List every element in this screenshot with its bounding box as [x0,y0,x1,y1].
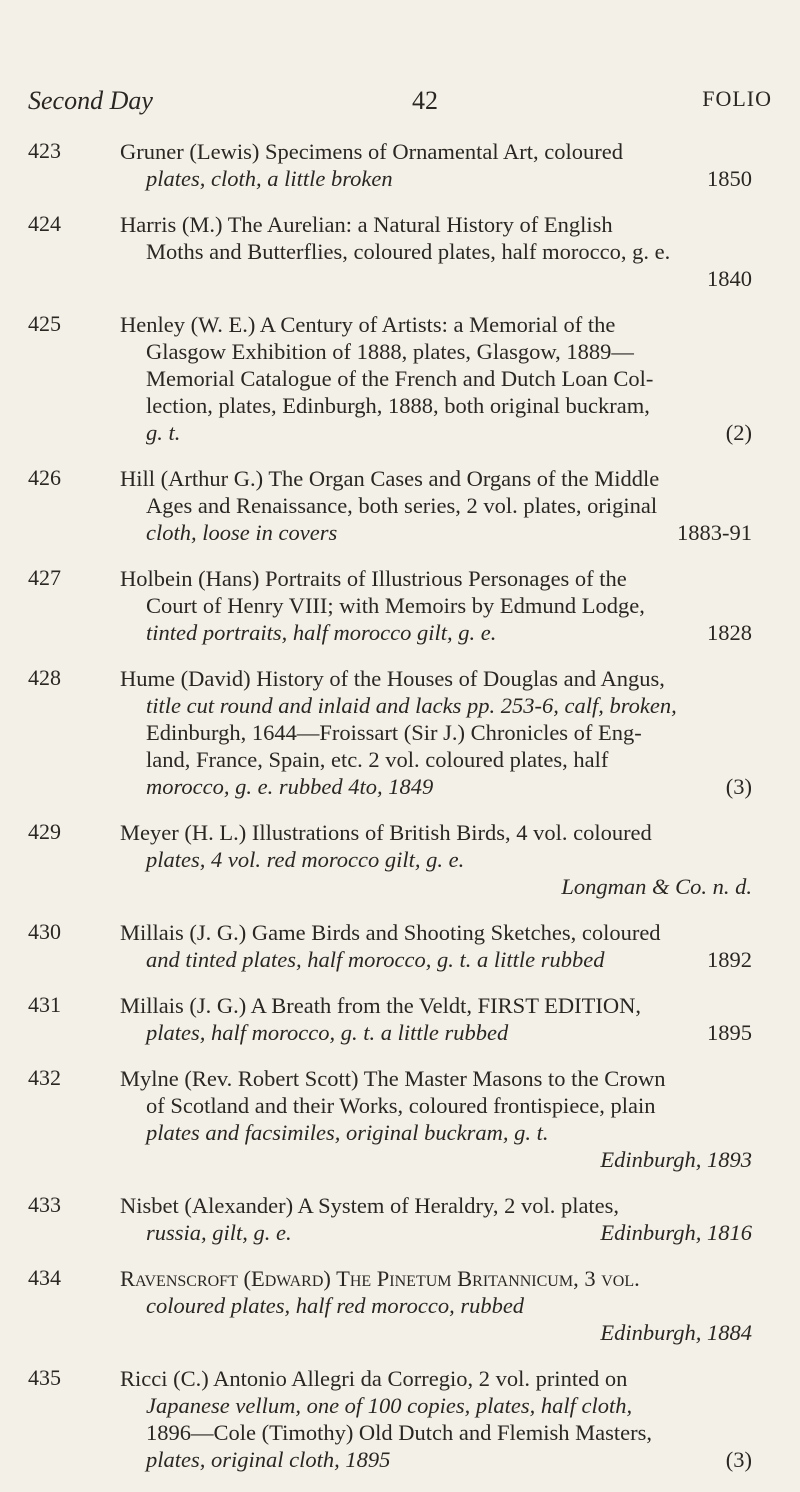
lot-entry [28,311,752,446]
entry-line: of Scotland and their Works, coloured frontispiece, plain [146,1093,656,1118]
entry-line: Holbein (Hans) Portraits of Illustrious Personages of the [120,566,627,591]
lot-list [28,138,752,1492]
lot-number: 430 [28,919,61,944]
entry-line: Court of Henry VIII; with Memoirs by Edmund Lodge, [146,593,645,618]
lot-number: 429 [28,819,61,844]
entry-count: (3) [725,1447,752,1472]
page-number: 42 [412,86,438,115]
entry-line: plates and facsimiles, original buckram, g. t. [146,1120,549,1145]
entry-count: (3) [725,774,752,799]
entry-count: (2) [725,420,752,445]
entry-line: plates, half morocco, g. t. a little rubbed 1895 [146,1020,752,1045]
entry-line: coloured plates, half red morocco, rubbed [146,1293,525,1318]
entry-line: Millais (J. G.) Game Birds and Shooting Sketches, coloured [120,920,661,945]
lot-entry [28,1265,752,1346]
entry-line: cloth, loose in covers 1883-91 [146,520,752,545]
lot-entry [28,565,752,646]
entry-line: Hume (David) History of the Houses of Douglas and Angus, [120,666,665,691]
lot-entry [28,1365,752,1473]
entry-date: 1828 [707,620,752,645]
lot-entry [28,211,752,292]
entry-line: 1840 [707,266,752,291]
lot-number: 431 [28,992,61,1017]
entry-line: and tinted plates, half morocco, g. t. a little rubbed 1892 [146,947,752,972]
entry-line: Ricci (C.) Antonio Allegri da Corregio, 2 vol. printed on [120,1366,628,1391]
lot-entry [28,465,752,546]
lot-number: 435 [28,1365,61,1390]
entry-line: russia, gilt, g. e. Edinburgh, 1816 [146,1220,752,1245]
lot-entry [28,1065,752,1173]
entry-line: Harris (M.) The Aurelian: a Natural History of English [120,212,613,237]
entry-date: 1895 [707,1020,752,1045]
entry-line: Millais (J. G.) A Breath from the Veldt, FIRST EDITION, [120,993,642,1018]
lot-number: 432 [28,1065,61,1090]
entry-line: Longman & Co. n. d. [561,874,752,899]
entry-date: 1883-91 [677,520,752,545]
lot-entry [28,1192,752,1246]
entry-line: Nisbet (Alexander) A System of Heraldry, 2 vol. plates, [120,1193,620,1218]
running-head: Second Day [28,86,153,115]
lot-number: 424 [28,211,61,236]
lot-number: 433 [28,1192,61,1217]
entry-line: Moths and Butterflies, coloured plates, half morocco, g. e. [146,239,671,264]
entry-line: 1896—Cole (Timothy) Old Dutch and Flemish Masters, [146,1420,653,1445]
entry-line: Henley (W. E.) A Century of Artists: a Memorial of the [120,312,616,337]
entry-line: morocco, g. e. rubbed 4to, 1849 (3) [146,774,752,799]
lot-entry [28,919,752,973]
entry-line: plates, 4 vol. red morocco gilt, g. e. [146,847,465,872]
entry-line: Hill (Arthur G.) The Organ Cases and Organs of the Middle [120,466,660,491]
lot-entry [28,992,752,1046]
entry-line: Gruner (Lewis) Specimens of Ornamental Art, coloured [120,139,623,164]
entry-line: g. t. (2) [146,420,752,445]
page-header [28,86,772,126]
entry-line: Edinburgh, 1884 [600,1320,752,1345]
entry-line: Ravenscroft (Edward) The Pinetum Britannicum, 3 vol. [120,1266,640,1291]
entry-line: land, France, Spain, etc. 2 vol. coloured plates, half [146,747,609,772]
lot-number: 428 [28,665,61,690]
entry-date: 1850 [707,166,752,191]
lot-number: 434 [28,1265,61,1290]
entry-line: Glasgow Exhibition of 1888, plates, Glasgow, 1889— [146,339,634,364]
entry-line: Edinburgh, 1644—Froissart (Sir J.) Chronicles of Eng- [146,720,642,745]
lot-entry [28,819,752,900]
entry-line: plates, cloth, a little broken 1850 [146,166,752,191]
entry-date: 1892 [707,947,752,972]
entry-line: Edinburgh, 1893 [600,1147,752,1172]
lot-number: 425 [28,311,61,336]
format-label: FOLIO [702,86,772,111]
lot-entry [28,138,752,192]
entry-line: Japanese vellum, one of 100 copies, plates, half cloth, [146,1393,633,1418]
entry-line: lection, plates, Edinburgh, 1888, both original buckram, [146,393,650,418]
entry-line: title cut round and inlaid and lacks pp. 253-6, calf, broken, [146,693,677,718]
entry-line: Memorial Catalogue of the French and Dutch Loan Col- [146,366,654,391]
lot-entry [28,665,752,800]
entry-line: plates, original cloth, 1895 (3) [146,1447,752,1472]
lot-number: 423 [28,138,61,163]
entry-line: Mylne (Rev. Robert Scott) The Master Masons to the Crown [120,1066,666,1091]
entry-line: Ages and Renaissance, both series, 2 vol. plates, original [146,493,658,518]
lot-number: 426 [28,465,61,490]
entry-line: tinted portraits, half morocco gilt, g. e. 1828 [146,620,752,645]
lot-number: 427 [28,565,61,590]
entry-date: Edinburgh, 1816 [600,1220,752,1245]
entry-line: Meyer (H. L.) Illustrations of British Birds, 4 vol. coloured [120,820,652,845]
